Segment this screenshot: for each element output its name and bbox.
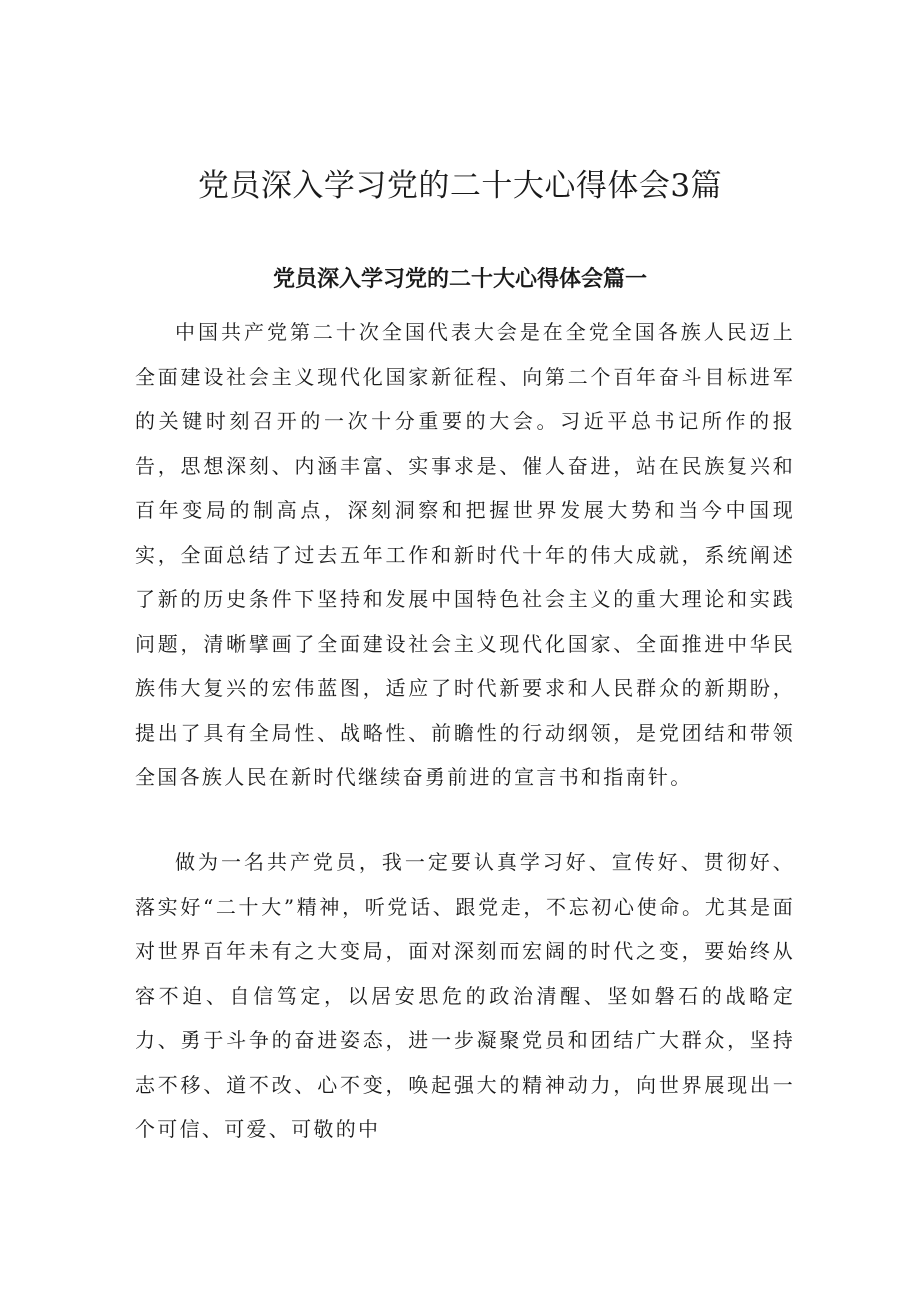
section-heading: 党员深入学习党的二十大心得体会篇一 [272, 267, 647, 292]
body-paragraph-2: 做为一名共产党员，我一定要认真学习好、宣传好、贯彻好、落实好“二十大”精神，听党话、跟党走，不忘初心使命。尤其是面对世界百年未有之大变局，面对深刻而宏阔的时代之变，要始终从容不迫、自信笃定，以居安思危的政治清醒、坚如磐石的战略定力、勇于斗争的奋进姿态，进一步凝聚党员和团结广大群众，坚持志不移、道不改、心不变，唤起强大的精神动力，向世界展现出一个可信、可爱、可敬的中 [135, 850, 795, 1141]
body-paragraph-1: 中国共产党第二十次全国代表大会是在全党全国各族人民迈上全面建设社会主义现代化国家新征程、向第二个百年奋斗目标进军的关键时刻召开的一次十分重要的大会。习近平总书记所作的报告，思想深刻、内涵丰富、实事求是、催人奋进，站在民族复兴和百年变局的制高点，深刻洞察和把握世界发展大势和当今中国现实，全面总结了过去五年工作和新时代十年的伟大成就，系统阐述了新的历史条件下坚持和发展中国特色社会主义的重大理论和实践问题，清晰擘画了全面建设社会主义现代化国家、全面推进中华民族伟大复兴的宏伟蓝图，适应了时代新要求和人民群众的新期盼，提出了具有全局性、战略性、前瞻性的行动纲领，是党团结和带领全国各族人民在新时代继续奋勇前进的宣言书和指南针。 [135, 320, 795, 789]
document-title: 党员深入学习党的二十大心得体会3篇 [197, 168, 723, 204]
